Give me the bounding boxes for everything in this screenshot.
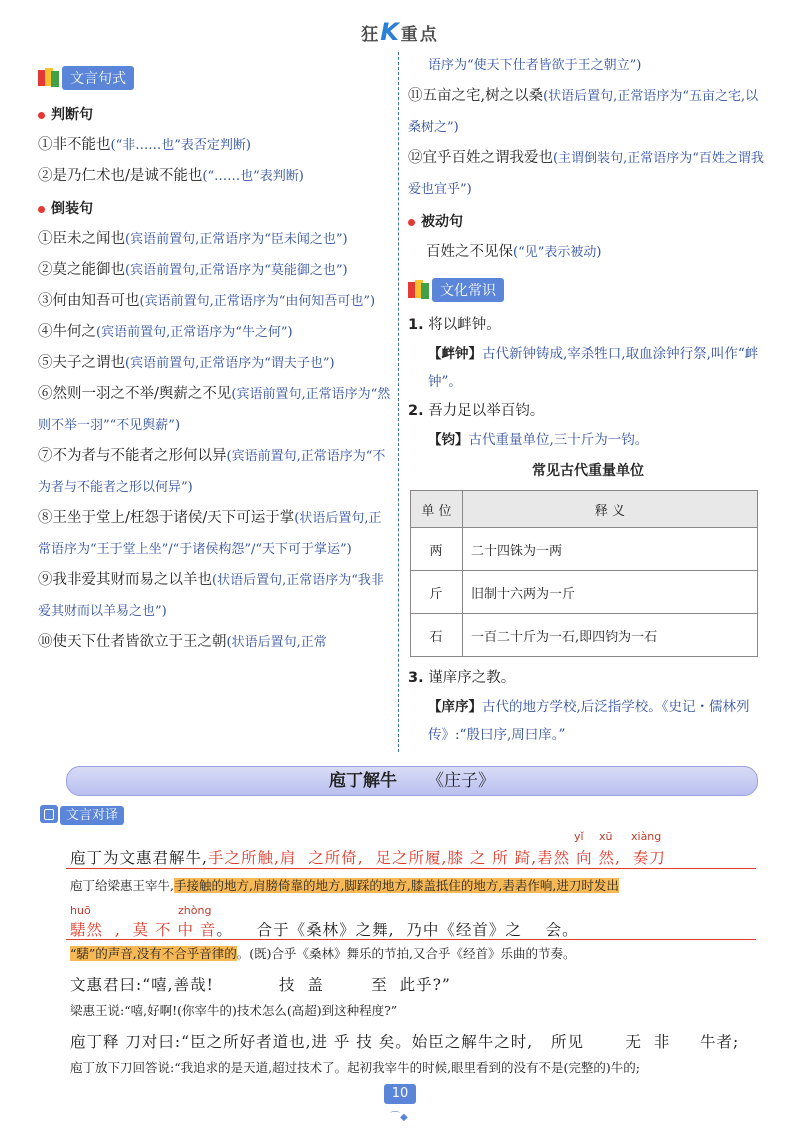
culture-item-2: 2. 吾力足以举百钧。 — [408, 403, 545, 419]
left-column — [38, 66, 393, 658]
pinyin: xiàng — [631, 830, 662, 843]
table-row: 石 一百二十斤为一石,即四钧为一石 — [411, 614, 758, 657]
category-passive: 被动句 — [408, 211, 768, 231]
lesson-source: 《庄子》 — [427, 771, 495, 791]
section-title-translation: 文言对译 — [40, 803, 124, 823]
category-inversion: 倒装句 — [38, 198, 393, 218]
translate-icon — [40, 805, 58, 823]
weight-units-table — [410, 490, 758, 657]
header-k-logo: K — [380, 18, 401, 46]
list-item: ②莫之能御也(宾语前置句,正常语序为“莫能御之也”) — [38, 262, 348, 278]
culture-item-1: 1. 将以衅钟。 — [408, 317, 501, 333]
list-item: ③何由知吾可也(宾语前置句,正常语序为“由何知吾可也”) — [38, 293, 376, 309]
column-divider — [398, 52, 399, 752]
list-item: 百姓之不见保(“见”表示被动) — [426, 244, 602, 260]
translation-line-1: 庖丁给梁惠王宰牛,手接触的地方,肩膀倚靠的地方,脚踩的地方,膝盖抵住的地方,砉砉作响,进刀时发出 — [70, 878, 619, 893]
list-item: ⑪五亩之宅,树之以桑(状语后置句,正常语序为“五亩之宅,以桑树之”) — [408, 88, 759, 135]
section-title-wenyan: 文言句式 — [38, 66, 134, 90]
culture-definition-1: 【衅钟】古代新钟铸成,宰杀牲口,取血涂钟行祭,叫作“衅钟”。 — [428, 346, 759, 390]
books-icon — [408, 280, 430, 300]
bullet-icon — [38, 206, 45, 213]
underline — [66, 868, 756, 869]
section-title-culture: 文化常识 — [408, 278, 504, 302]
category-judgment: 判断句 — [38, 104, 393, 124]
lesson-title-banner — [66, 766, 758, 796]
translation-line-3: 梁惠王说:“嘻,好啊!(你宰牛的)技术怎么(高超)到这种程度?” — [70, 1003, 398, 1018]
right-column — [408, 50, 768, 749]
culture-definition-2: 【钧】古代重量单位,三十斤为一钧。 — [428, 432, 649, 448]
pinyin: huō — [70, 904, 91, 917]
pinyin: zhòng — [178, 904, 212, 917]
list-item: ⑥然则一羽之不举/舆薪之不见(宾语前置句,正常语序为“然则不举一羽”“不见舆薪”) — [38, 386, 391, 433]
list-item: ②是乃仁术也/是诚不能也(“……也”表判断) — [38, 168, 304, 184]
table-header: 释 义 — [463, 491, 758, 528]
list-item: ①臣未之闻也(宾语前置句,正常语序为“臣未闻之也”) — [38, 231, 348, 247]
list-item: ④牛何之(宾语前置句,正常语序为“牛之何”) — [38, 324, 293, 340]
pinyin: yǐ — [574, 830, 584, 843]
culture-definition-3: 【庠序】古代的地方学校,后泛指学校。《史记・儒林列传》:“殷曰序,周曰庠。” — [428, 699, 750, 743]
footer-ornament: ⌒◆ — [390, 1112, 408, 1123]
header-text: 狂 — [361, 25, 381, 45]
list-item: ⑩使天下仕者皆欲立于王之朝(状语后置句,正常 — [38, 634, 327, 650]
original-line-2: 騞然 , 莫 不 中 音。 合于《桑林》之舞, 乃中《经首》之 会。 — [70, 921, 579, 939]
continued-note: 语序为“使天下仕者皆欲于王之朝立”) — [428, 58, 642, 73]
bullet-icon — [408, 219, 415, 226]
list-item: ⑦不为者与不能者之形何以异(宾语前置句,正常语序为“不为者与不能者之形以何异”) — [38, 448, 386, 495]
original-line-3: 文惠君曰:“嘻,善哉! 技 盖 至 此乎?” — [70, 976, 451, 994]
original-line-1: 庖丁为文惠君解牛,手之所触,肩 之所倚, 足之所履,膝 之 所 踦,砉然 向 然, 奏刀 — [70, 849, 666, 867]
list-item: ⑤夫子之谓也(宾语前置句,正常语序为“谓夫子也”) — [38, 355, 335, 371]
list-item: ⑫宜乎百姓之谓我爱也(主谓倒装句,正常语序为“百姓之谓我爱也宜乎”) — [408, 150, 764, 197]
list-item: ①非不能也(“非……也”表否定判断) — [38, 137, 251, 153]
list-item: ⑨我非爱其财而易之以羊也(状语后置句,正常语序为“我非爱其财而以羊易之也”) — [38, 572, 384, 619]
table-row: 两 二十四铢为一两 — [411, 528, 758, 571]
page-number: 10 — [384, 1084, 416, 1104]
original-line-4: 庖丁释 刀对曰:“臣之所好者道也,进 乎 技 矣。始臣之解牛之时, 所见 无 非 牛者; — [70, 1033, 740, 1051]
books-icon — [38, 68, 60, 88]
header-text-2: 重点 — [400, 25, 439, 45]
list-item: ⑧王坐于堂上/枉怨于诸侯/天下可运于掌(状语后置句,正常语序为“王于堂上坐”/“于诸侯构怨”/“天下可于掌运”) — [38, 510, 382, 557]
lesson-title: 庖丁解牛 — [329, 771, 397, 791]
page-header — [0, 18, 800, 46]
translation-line-2: “騞”的声音,没有不合乎音律的。(既)合乎《桑林》舞乐的节拍,又合乎《经首》乐曲的节奏。 — [70, 946, 576, 961]
bullet-icon — [38, 112, 45, 119]
table-row: 斤 旧制十六两为一斤 — [411, 571, 758, 614]
pinyin: xū — [599, 830, 613, 843]
culture-item-3: 3. 谨庠序之教。 — [408, 670, 516, 686]
table-title: 常见古代重量单位 — [532, 463, 644, 479]
underline — [66, 939, 756, 940]
table-header: 单 位 — [411, 491, 463, 528]
translation-line-4: 庖丁放下刀回答说:“我追求的是天道,超过技术了。起初我宰牛的时候,眼里看到的没有不是(完整的)牛的; — [70, 1060, 641, 1075]
